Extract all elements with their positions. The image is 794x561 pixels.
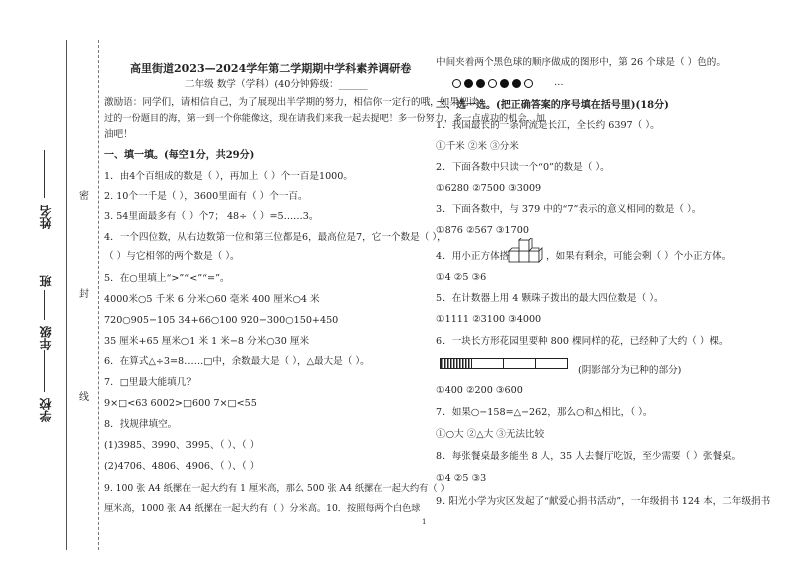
- grade-label: 年级: [39, 326, 53, 350]
- page-title: 高里街道2023—2024学年第二学期期中学科素养调研卷: [130, 62, 412, 75]
- q9-line-1: 9. 100 张 A4 纸摞在一起大约有 1 厘米高，那么 500 张 A4 纸摞在一起大约有（ ）: [104, 483, 450, 494]
- q2: 2. 10个一千是（ ），3600里面有（ ）个一百。: [104, 191, 308, 202]
- choice-8: 8．每张餐桌最多能坐 8 人，35 人去餐厅吃饭，至少需要（ ）张餐桌。: [436, 451, 742, 462]
- subtitle: 二年级 数学（学科）(40分钟): [185, 79, 314, 90]
- name-blank: [44, 150, 45, 198]
- q7-row: 9×□<63 6002>□600 7×□<55: [104, 398, 257, 409]
- q4-line-1: 4．一个四位数，从右边数第一位和第三位都是6，最高位是7，它一个数是（ ），: [104, 232, 447, 243]
- class-label: 班: [39, 275, 53, 287]
- choice-5: 5．在计数器上用 4 颗珠子拨出的最大四位数是（ ）。: [436, 293, 664, 304]
- q5-row-1: 4000米○5 千米 6 分米○60 毫米 400 厘米○4 米: [104, 294, 320, 305]
- garden-part: [536, 358, 568, 369]
- choice-9: 9. 阳光小学为灾区发起了“献爱心捐书活动”，一年级捐书 124 本，二年级捐书: [436, 496, 771, 507]
- white-ball: [488, 79, 497, 88]
- q8-1: (1)3985、3990、3995、（ ）、（ ）: [104, 440, 260, 451]
- choice-5-options: ①1111 ②3100 ③4000: [436, 314, 542, 325]
- name-label: 姓名: [39, 205, 53, 229]
- binding-line: [66, 40, 67, 550]
- section-1-heading: 一、填一填。(每空1分，共29分): [104, 150, 255, 161]
- choice-7-options: ①○大 ②△大 ③无法比较: [436, 429, 545, 440]
- garden-diagram: [440, 358, 568, 369]
- black-ball: [476, 79, 485, 88]
- intro-line-2: 过的一份题目的海，第一到一个你能像这，现在请我们来我一起去提吧！多一份努力，多一点成功的机会，加: [104, 113, 545, 124]
- choice-4-post: ，如果有剩余，可能会剩（ ）个小正方体。: [546, 251, 732, 262]
- school-blank: [44, 350, 45, 392]
- seal-mi: 密: [79, 191, 89, 202]
- black-ball: [500, 79, 509, 88]
- choice-7: 7．如果○−158=△−262，那么○和△相比，（ ）。: [436, 407, 653, 418]
- black-ball: [464, 79, 473, 88]
- q9-line-2: 厘米高，1000 张 A4 纸摞在一起大约有（ ）分米高。10．按照每两个白色球: [104, 503, 421, 514]
- garden-part: [472, 358, 504, 369]
- seal-xian: 线: [79, 392, 89, 403]
- q1: 1．由4个百组成的数是（ ），再加上（ ）个一百是1000。: [104, 171, 353, 182]
- choice-6-options: ①400 ②200 ③600: [436, 385, 523, 396]
- white-ball: [524, 79, 533, 88]
- q5: 5．在○里填上“>”“<”“=”。: [104, 273, 230, 284]
- pattern-ellipsis: …: [554, 76, 564, 88]
- page-number: 1: [422, 518, 427, 526]
- q8-2: (2)4706、4806、4906、（ ）、（ ）: [104, 461, 260, 472]
- choice-2: 2．下面各数中只读一个“0”的数是（ ）。: [436, 162, 610, 173]
- garden-note: (阴影部分为已种的部分): [578, 365, 682, 376]
- seal-feng: 封: [79, 289, 89, 300]
- choice-3-options: ①876 ②567 ③1700: [436, 225, 529, 236]
- q5-row-2: 720○905−105 34+66○100 920−300○150+450: [104, 315, 339, 326]
- q10-continued: 中间夹着两个黑色球的顺序做成的图形中，第 26 个球是（ ）色的。: [436, 57, 726, 68]
- q7: 7．□里最大能填几？: [104, 377, 196, 388]
- white-ball: [452, 79, 461, 88]
- black-ball: [512, 79, 521, 88]
- intro-line-1: 激励语：同学们，请相信自己，为了展现出半学期的努力，相信你一定行的哦，如果把读: [104, 97, 479, 108]
- choice-8-options: ①4 ②5 ③3: [436, 473, 487, 484]
- q3: 3. 54里面最多有（ ）个7； 48÷（ ）=5……3。: [104, 211, 319, 222]
- q8: 8．找规律填空。: [104, 419, 178, 430]
- ball-pattern: [452, 77, 564, 89]
- choice-2-options: ①6280 ②7500 ③3009: [436, 183, 542, 194]
- cube-stack-icon: [508, 238, 544, 264]
- cut-line: [98, 40, 99, 550]
- garden-part: [504, 358, 536, 369]
- grade-blank: [44, 290, 45, 320]
- choice-1: 1．我国最长的一条河流是长江，全长约 6397（ ）。: [436, 120, 660, 131]
- choice-1-options: ①千米 ②米 ③分米: [436, 141, 519, 152]
- section-2-heading: 二、选一选。(把正确答案的序号填在括号里)(18分): [436, 100, 669, 111]
- choice-4-options: ①4 ②5 ③6: [436, 272, 487, 283]
- q4-line-2: （ ）与它相邻的两个数是（ ）。: [104, 251, 240, 262]
- school-label: 学校: [39, 398, 53, 422]
- garden-planted-part: [440, 358, 472, 369]
- q5-row-3: 35 厘米+65 厘米○1 米 1 米−8 分米○30 厘米: [104, 336, 310, 347]
- choice-6: 6．一块长方形花园里要种 800 棵同样的花，已经种了大约（ ）棵。: [436, 336, 729, 347]
- choice-4-pre: 4．用小正方体搭: [436, 251, 510, 262]
- q6: 6．在算式△÷3=8……□中，余数最大是（ ），△最大是（ ）。: [104, 356, 370, 367]
- choice-3: 3．下面各数中，与 379 中的“7”表示的意义相同的数是（ ）。: [436, 204, 702, 215]
- intro-line-3: 油吧！: [104, 129, 133, 140]
- rank-label: 等级：______: [310, 79, 368, 90]
